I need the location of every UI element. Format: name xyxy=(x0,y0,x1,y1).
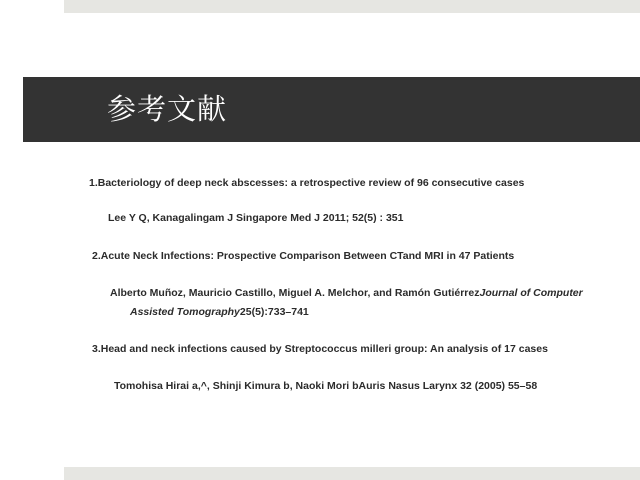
reference-2-journal-line xyxy=(130,305,309,319)
reference-2-volume: 25(5):733–741 xyxy=(239,306,309,318)
slide-title: 参考文献 xyxy=(107,92,228,126)
reference-1-citation: Lee Y Q, Kanagalingam J Singapore Med J 2011; 52(5) : 351 xyxy=(108,212,404,224)
reference-2-title: 2.Acute Neck Infections: Prospective Comparison Between CTand MRI in 47 Patients xyxy=(92,250,515,262)
reference-3-title: 3.Head and neck infections caused by Streptococcus milleri group: An analysis of 17 cases xyxy=(92,343,548,355)
title-bar xyxy=(23,77,640,142)
reference-2-journal-part2: Assisted Tomography xyxy=(130,306,240,318)
reference-3-citation: Tomohisa Hirai a,^, Shinji Kimura b, Naoki Mori bAuris Nasus Larynx 32 (2005) 55–58 xyxy=(114,380,538,392)
reference-2-journal-part1: Journal of Computer xyxy=(479,287,583,299)
top-decor-strip xyxy=(64,0,640,13)
reference-2-authors-line xyxy=(110,286,583,300)
bottom-decor-strip xyxy=(64,467,640,480)
reference-1-title: 1.Bacteriology of deep neck abscesses: a retrospective review of 96 consecutive cases xyxy=(89,177,525,189)
reference-2-authors: Alberto Muñoz, Mauricio Castillo, Miguel A. Melchor, and Ramón Gutiérrez xyxy=(110,287,480,299)
